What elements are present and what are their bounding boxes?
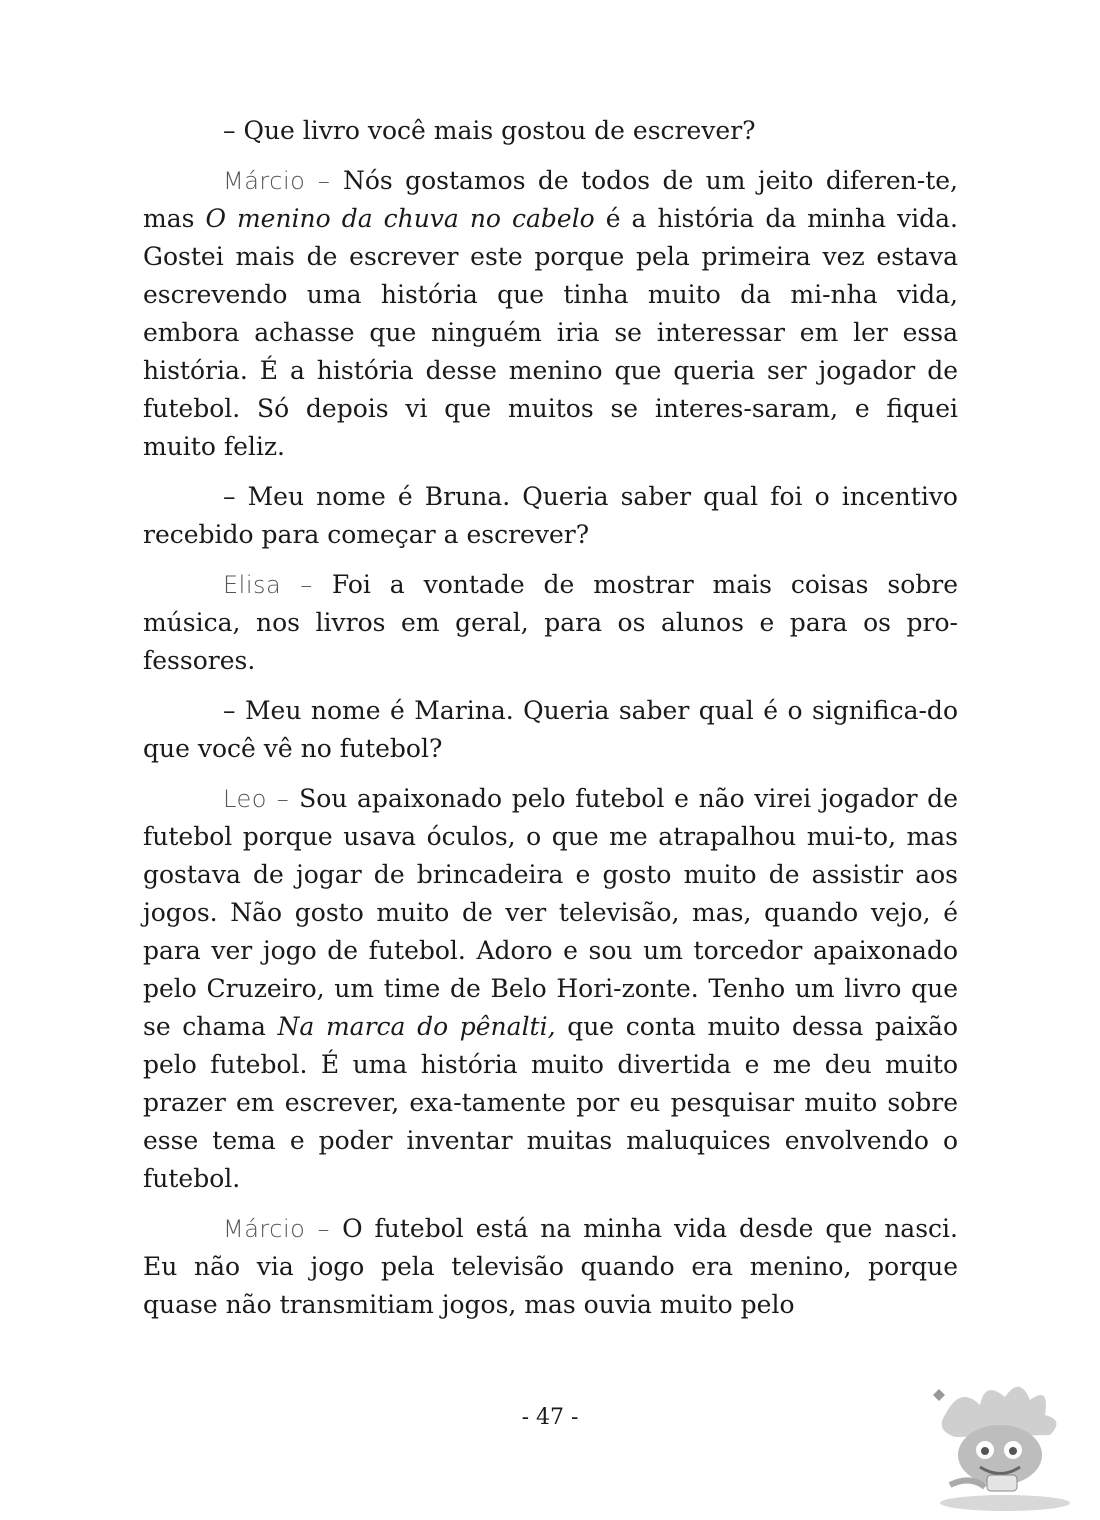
answer-paragraph <box>143 780 958 1198</box>
speaker-label: Márcio – <box>223 167 331 195</box>
answer-paragraph <box>143 566 958 680</box>
question-paragraph <box>143 112 958 150</box>
question-text: – Que livro você mais gostou de escrever? <box>223 116 756 145</box>
page-number: - 47 - <box>521 1405 579 1430</box>
page-text <box>143 112 958 1336</box>
cartoon-mascot-icon <box>925 1375 1075 1515</box>
speaker-label: Leo – <box>223 785 290 813</box>
speaker-label: Márcio – <box>223 1215 330 1243</box>
question-text: – Meu nome é Bruna. Queria saber qual foi o incentivo recebido para começar a escrever? <box>143 482 958 549</box>
question-paragraph <box>143 692 958 768</box>
answer-paragraph <box>143 1210 958 1324</box>
book-title: O menino da chuva no cabelo <box>205 204 595 233</box>
question-paragraph <box>143 478 958 554</box>
speaker-label: Elisa – <box>223 571 313 599</box>
answer-text: é a história da minha vida. Gostei mais de escrever este porque pela primeira vez estava escrevendo uma história que tinha muito da mi-nha vida, embora achasse que ninguém iria se interessar em ler essa história. É a história desse menino que queria ser jogador de futebol. Só depois vi que muitos se interes-saram, e fiquei muito feliz. <box>143 204 959 461</box>
answer-text: Foi a vontade de mostrar mais coisas sobre música, nos livros em geral, para os alunos e para os pro-fessores. <box>143 570 958 675</box>
answer-text: Sou apaixonado pelo futebol e não virei jogador de futebol porque usava óculos, o que me atrapalhou mui-to, mas gostava de jogar de brincadeira e gosto muito de assistir aos jogos. Não gosto muito de ver televisão, mas, quando vejo, é para ver jogo de futebol. Adoro e sou um torcedor apaixonado pelo Cruzeiro, um time de Belo Hori-zonte. Tenho um livro que se chama <box>143 784 958 1041</box>
answer-text: O futebol está na minha vida desde que nasci. Eu não via jogo pela televisão quando era menino, porque quase não transmitiam jogos, mas ouvia muito pelo <box>143 1214 958 1319</box>
question-text: – Meu nome é Marina. Queria saber qual é o significa-do que você vê no futebol? <box>143 696 958 763</box>
answer-paragraph <box>143 162 958 466</box>
book-title: Na marca do pênalti, <box>277 1012 556 1041</box>
answer-text: que conta muito dessa paixão pelo futebol. É uma história muito divertida e me deu muito prazer em escrever, exa-tamente por eu pesquisar muito sobre esse tema e poder inventar muitas maluquices envolvendo o futebol. <box>143 1012 958 1193</box>
answer-text: Nós gostamos de todos de um jeito diferen-te, mas <box>143 166 958 233</box>
